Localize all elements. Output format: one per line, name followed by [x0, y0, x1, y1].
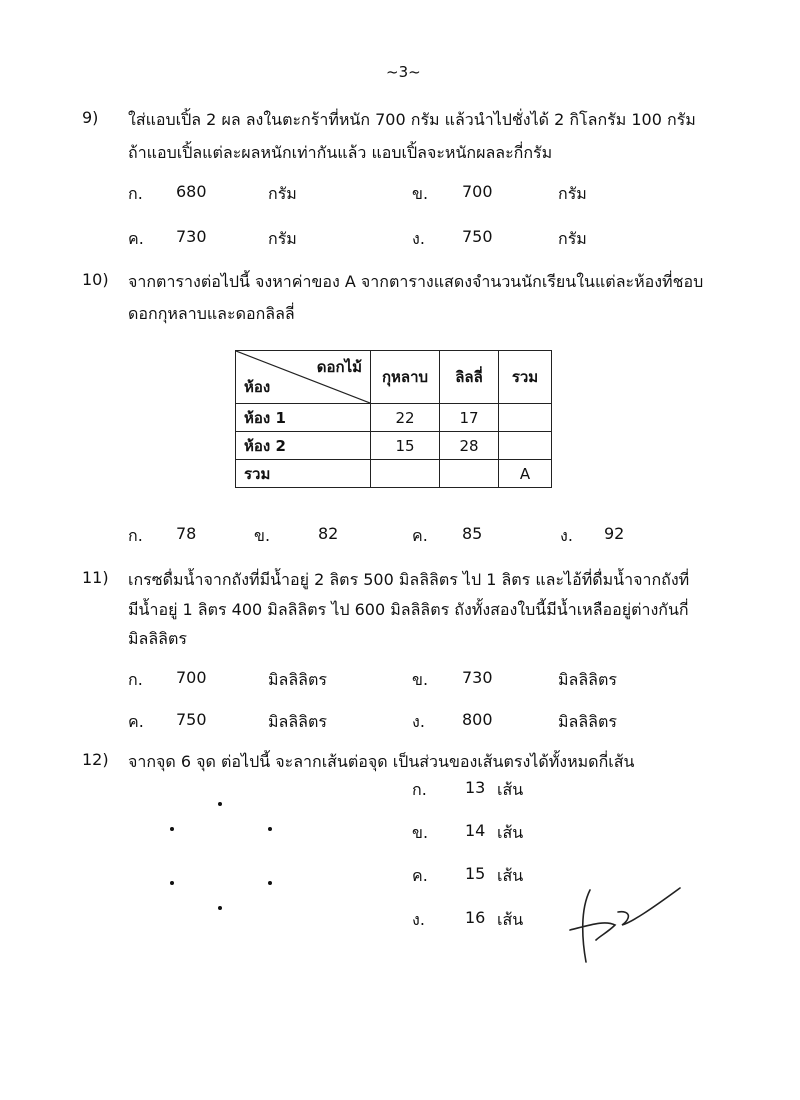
dot — [170, 827, 174, 831]
choice-label: ง. — [412, 229, 425, 248]
dot — [218, 802, 222, 806]
choice-label: ค. — [128, 229, 144, 248]
dot — [268, 881, 272, 885]
choice-label: ง. — [560, 526, 573, 545]
row-label: ห้อง 1 — [236, 404, 371, 432]
dot — [218, 906, 222, 910]
choice-unit: เส้น — [497, 780, 524, 799]
choice-value: 92 — [604, 524, 625, 543]
question-number: 9) — [82, 108, 99, 127]
choice-value: 14 — [465, 821, 486, 840]
table-header-row — [236, 351, 552, 404]
choice-unit: กรัม — [558, 184, 587, 203]
table-cell — [371, 460, 440, 488]
question-text-line: มิลลิลิตร — [128, 629, 187, 648]
choice-value: 16 — [465, 908, 486, 927]
choice-value: 85 — [462, 524, 483, 543]
question-text-line: ถ้าแอบเปิ้ลแต่ละผลหนักเท่ากันแล้ว แอบเปิ้ลจะหนักผลละกี่กรัม — [128, 143, 553, 162]
choice-label: ก. — [412, 780, 427, 799]
question-text-line: มีน้ำอยู่ 1 ลิตร 400 มิลลิลิตร ไป 600 มิลลิลิตร ถังทั้งสองใบนี้มีน้ำเหลืออยู่ต่างกันกี่ — [128, 600, 689, 619]
row-label: ห้อง 2 — [236, 432, 371, 460]
question-text-line: จากจุด 6 จุด ต่อไปนี้ จะลากเส้นต่อจุด เป็นส่วนของเส้นตรงได้ทั้งหมดกี่เส้น — [128, 752, 635, 771]
column-header: กุหลาบ — [371, 351, 440, 404]
page-number: ~3~ — [386, 63, 421, 81]
choice-value: 13 — [465, 778, 486, 797]
choice-value: 700 — [462, 182, 493, 201]
choice-value: 82 — [318, 524, 339, 543]
column-header: ลิลลี่ — [440, 351, 499, 404]
choice-unit: เส้น — [497, 910, 524, 929]
question-number: 12) — [82, 750, 109, 769]
choice-value: 730 — [176, 227, 207, 246]
choice-label: ข. — [254, 526, 271, 545]
choice-label: ค. — [412, 866, 428, 885]
table-row — [236, 404, 552, 432]
table-cell: 17 — [440, 404, 499, 432]
choice-unit: กรัม — [558, 229, 587, 248]
dot — [268, 827, 272, 831]
question-text-line: ใส่แอบเปิ้ล 2 ผล ลงในตะกร้าที่หนัก 700 กรัม แล้วนำไปชั่งได้ 2 กิโลกรัม 100 กรัม — [128, 110, 696, 129]
question-text-line: เกรซดื่มน้ำจากถังที่มีน้ำอยู่ 2 ลิตร 500 มิลลิลิตร ไป 1 ลิตร และไอ้ที่ดื่มน้ำจากถังที่ — [128, 570, 690, 589]
choice-value: 750 — [176, 710, 207, 729]
table-cell: A — [499, 460, 552, 488]
table-cell — [499, 404, 552, 432]
header-bottom-label: ห้อง — [244, 378, 271, 396]
header-top-label: ดอกไม้ — [316, 358, 362, 376]
choice-label: ข. — [412, 184, 429, 203]
table-cell: 28 — [440, 432, 499, 460]
choice-label: ค. — [412, 526, 428, 545]
question-number: 11) — [82, 568, 109, 587]
choice-label: ข. — [412, 823, 429, 842]
choice-unit: กรัม — [268, 229, 297, 248]
choice-unit: เส้น — [497, 823, 524, 842]
choice-value: 680 — [176, 182, 207, 201]
question-text-line: จากตารางต่อไปนี้ จงหาค่าของ A จากตารางแสดงจำนวนนักเรียนในแต่ละห้องที่ชอบ — [128, 272, 704, 291]
table-cell — [440, 460, 499, 488]
choice-value: 15 — [465, 864, 486, 883]
choice-label: ก. — [128, 184, 143, 203]
choice-label: ข. — [412, 670, 429, 689]
choice-label: ค. — [128, 712, 144, 731]
table-cell: 15 — [371, 432, 440, 460]
choice-label: ง. — [412, 712, 425, 731]
choice-unit: เส้น — [497, 866, 524, 885]
choice-value: 800 — [462, 710, 493, 729]
signature-mark — [560, 870, 690, 970]
choice-unit: กรัม — [268, 184, 297, 203]
table-cell: 22 — [371, 404, 440, 432]
row-label: รวม — [236, 460, 371, 488]
choice-value: 78 — [176, 524, 197, 543]
table-corner-header — [236, 351, 371, 404]
table-row — [236, 432, 552, 460]
choice-unit: มิลลิลิตร — [268, 712, 327, 731]
choice-label: ง. — [412, 910, 425, 929]
choice-label: ก. — [128, 670, 143, 689]
choice-unit: มิลลิลิตร — [558, 712, 617, 731]
choice-value: 700 — [176, 668, 207, 687]
choice-label: ก. — [128, 526, 143, 545]
data-table — [235, 350, 552, 488]
column-header: รวม — [499, 351, 552, 404]
choice-value: 750 — [462, 227, 493, 246]
question-number: 10) — [82, 270, 109, 289]
table-cell — [499, 432, 552, 460]
choice-unit: มิลลิลิตร — [268, 670, 327, 689]
choice-value: 730 — [462, 668, 493, 687]
dot — [170, 881, 174, 885]
table-row — [236, 460, 552, 488]
choice-unit: มิลลิลิตร — [558, 670, 617, 689]
question-text-line: ดอกกุหลาบและดอกลิลลี่ — [128, 304, 295, 323]
